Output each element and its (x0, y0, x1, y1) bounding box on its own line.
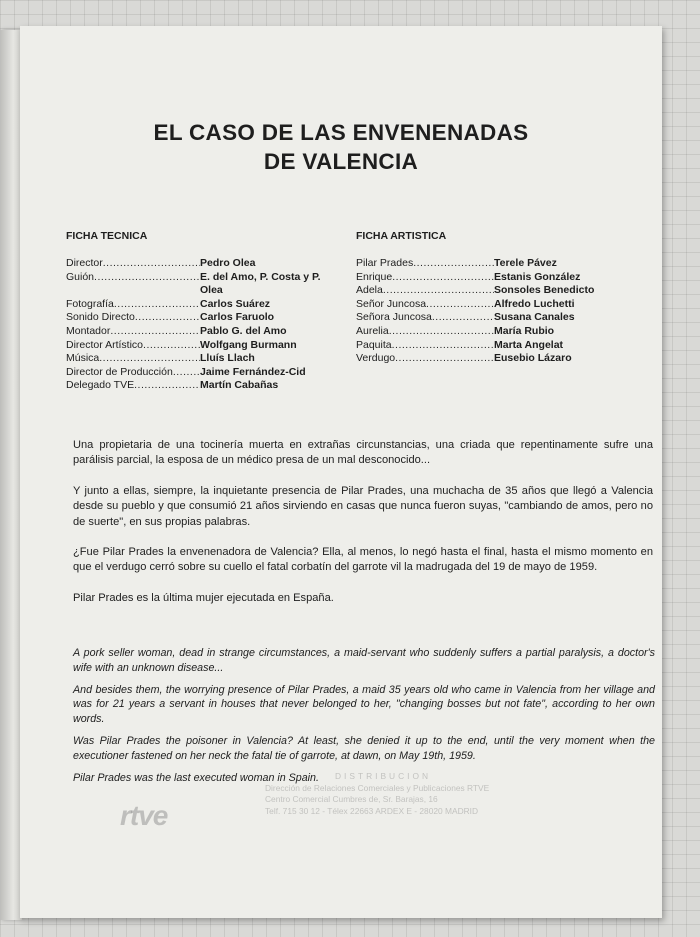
spanish-paragraph: ¿Fue Pilar Prades la envenenadora de Valencia? Ella, al menos, lo negó hasta el final, hasta el mismo momento en que el verdugo cerró sobre su cuello el fatal corbatín del garrote vil la madrugada del 19 de mayo de 1959. (73, 546, 653, 574)
credit-name: Carlos Faruolo (200, 311, 275, 324)
credit-row (356, 352, 634, 366)
spanish-paragraph: Una propietaria de una tocinería muerta en extrañas circunstancias, una criada que repentinamente sufre una parálisis parcial, la esposa de un médico presa de un mal desconocido... (73, 439, 653, 467)
document-title (20, 118, 662, 176)
bleed-heading: DISTRIBUCION (335, 771, 432, 781)
credit-row (356, 271, 634, 285)
spanish-paragraph: Pilar Prades es la última mujer ejecutada en España. (73, 591, 334, 604)
credit-role: Paquita ..... (356, 339, 494, 353)
title-line-2: DE VALENCIA (263, 149, 419, 174)
bleed-line: Dirección de Relaciones Comerciales y Publicaciones RTVE (265, 782, 490, 793)
booklet-spine (0, 30, 22, 920)
credit-name: Estanis González (494, 270, 581, 283)
booklet-page (20, 26, 662, 918)
credit-role: Música ..... (66, 352, 200, 366)
credit-role: Verdugo ..... (356, 352, 494, 366)
credit-row (356, 284, 634, 298)
credit-name: E. del Amo, P. Costa y P. Olea (200, 270, 321, 297)
credit-name: Marta Angelat (494, 338, 564, 351)
credit-role: Montador ..... (66, 325, 200, 339)
credit-row (66, 325, 330, 339)
credit-role: Director Artístico ..... (66, 339, 200, 353)
credit-name: Eusebio Lázaro (494, 352, 572, 365)
bleed-line: Telf. 715 30 12 - Télex 22663 ARDEX E - 28020 MADRID (265, 805, 479, 816)
ficha-artistica-heading: FICHA ARTISTICA (356, 230, 447, 242)
credit-name: Sonsoles Benedicto (494, 284, 595, 297)
spanish-synopsis (73, 438, 653, 621)
bleed-through-text (265, 771, 585, 817)
credit-row (356, 298, 634, 312)
credit-name: Wolfgang Burmann (200, 338, 297, 351)
credit-role: Director ..... (66, 257, 200, 271)
credit-role: Delegado TVE ..... (66, 379, 200, 393)
credit-name: Pedro Olea (200, 257, 256, 269)
credit-name: María Rubio (494, 324, 555, 337)
credit-role: Adela ..... (356, 284, 494, 298)
credit-row (356, 325, 634, 339)
credit-row (356, 339, 634, 353)
credit-name: Jaime Fernández-Cid (200, 365, 306, 378)
credit-name: Martín Cabañas (200, 379, 279, 392)
credit-row (66, 298, 330, 312)
credit-row (66, 257, 330, 271)
credit-name: Alfredo Luchetti (494, 297, 575, 310)
credit-role: Fotografía ..... (66, 298, 200, 312)
credit-row (66, 366, 330, 380)
credit-row (66, 339, 330, 353)
credit-row (66, 311, 330, 325)
english-paragraph: And besides them, the worrying presence of Pilar Prades, a maid 35 years old who came in Valencia from her village and was for 21 years a servant in houses that never belonged to her, "changing bosses but not fate", according to her own words. (73, 683, 655, 725)
credit-role: Señor Juncosa ..... (356, 298, 494, 312)
bleed-line: Centro Comercial Cumbres de, Sr. Barajas, 16 (265, 794, 438, 804)
english-paragraph: Was Pilar Prades the poisoner in Valencia? At least, she denied it up to the end, until the very moment when the executioner fastened on her neck the fatal tie of garrote, at dawn, on May 19th, 1959. (73, 734, 655, 762)
credit-role: Enrique ..... (356, 271, 494, 285)
ficha-tecnica-heading: FICHA TECNICA (66, 230, 148, 242)
credit-row (66, 379, 330, 393)
english-paragraph: A pork seller woman, dead in strange circumstances, a maid-servant who suddenly suffers a partial paralysis, a doctor's wife with an unknown disease... (73, 647, 655, 674)
credit-name: Pablo G. del Amo (200, 324, 287, 337)
credit-row (356, 311, 634, 325)
credit-name: Susana Canales (494, 311, 575, 324)
rtve-logo-bleed: rtve (120, 800, 168, 831)
credit-role: Pilar Prades ..... (356, 257, 494, 271)
credit-row (356, 257, 634, 271)
credit-name: Carlos Suárez (200, 297, 271, 310)
title-line-1: EL CASO DE LAS ENVENENADAS (153, 120, 529, 145)
ficha-artistica-list (356, 257, 634, 366)
credit-name: Lluís Llach (200, 352, 255, 365)
spanish-paragraph: Y junto a ellas, siempre, la inquietante presencia de Pilar Prades, una muchacha de 35 años que llegó a Valencia desde su pueblo y que consumió 21 años sirviendo en casas que nunca fueron suyas, "cambiando de amos, pero no de suerte", en sus propias palabras. (73, 484, 653, 528)
credit-row (66, 271, 330, 298)
credit-role: Aurelia ..... (356, 325, 494, 339)
credit-role: Director de Producción ..... (66, 366, 200, 380)
credit-row (66, 352, 330, 366)
credit-role: Sonido Directo ..... (66, 311, 200, 325)
credit-role: Guión ..... (66, 271, 200, 298)
english-paragraph: Pilar Prades was the last executed woman in Spain. (73, 771, 319, 784)
credit-name: Terele Pávez (494, 257, 557, 269)
credit-role: Señora Juncosa ..... (356, 311, 494, 325)
ficha-tecnica-list (66, 257, 330, 393)
